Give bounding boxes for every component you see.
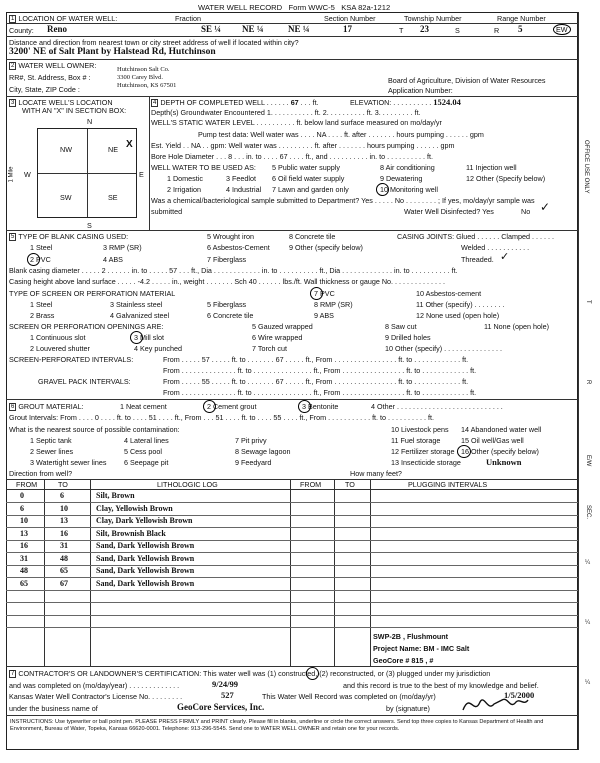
township-suffix: S [455,26,460,35]
office-q2: ¼ [585,620,591,626]
use-domestic[interactable]: 1 Domestic [167,174,203,183]
cell-lithology: Sand, Dark Yellowish Brown [96,553,195,563]
contam-other-circle [457,445,471,458]
log-header-plugging: PLUGGING INTERVALS [408,480,488,489]
table-row[interactable] [6,566,578,578]
compass-n: N [87,117,93,126]
table-row[interactable] [6,541,578,553]
casing-concrete[interactable]: 8 Concrete tile [289,232,336,241]
check-icon: ✓ [540,200,551,214]
gravel-interval-1[interactable]: From . . . . . 55 . . . . . ft. to . . . . . . . 67 . . . . . ft., From . . . . . . . . . . . . . . . . ft. to . . . . . . . . . . . . ft. [163,377,469,386]
cell-to: 31 [60,541,68,550]
screen-label: TYPE OF SCREEN OR PERFORATION MATERIAL [9,289,176,298]
use-feedlot[interactable]: 3 Feedlot [226,174,256,183]
open-keypunched[interactable]: 4 Key punched [134,344,182,353]
record-completed-label: This Water Well Record was completed on (mo/day/yr) [262,692,436,701]
gravel-interval-2[interactable]: From . . . . . . . . . . . . . . ft. to . . . . . . . . . . . . . . . ft., From . . . . . . . . . . . . . . . . ft. to . . . . . . . . . . . . ft. [163,388,477,397]
casing-abs[interactable]: 4 ABS [103,255,123,264]
grout-cement-circle [203,400,216,413]
note-swp: SWP-2B , Flushmount [373,632,449,641]
screen-pvc-circle [310,287,323,300]
cell-lithology: Sand, Dark Yellowish Brown [96,566,195,575]
owner-block[interactable] [117,66,176,90]
note-project: Project Name: BM - IMC Salt [373,644,470,653]
depth-value: 67 [290,98,299,107]
screen-none[interactable]: 12 None used (open hole) [416,311,500,320]
board-label: Board of Agriculture, Division of Water Resources [388,76,546,85]
owner-name: Hutchinson Salt Co. [117,66,170,73]
contam-other[interactable]: 16 Other (specify below) [461,447,539,456]
township-prefix: T [399,26,404,35]
s6-label: 6 GROUT MATERIAL: [11,402,84,411]
use-label: WELL WATER TO BE USED AS: [151,163,256,172]
contam-watertight[interactable]: 3 Watertight sewer lines [30,458,107,467]
owner-address: 3300 Carey Blvd. [117,74,164,81]
office-t: T [585,300,591,304]
s3-label: 3 LOCATE WELL'S LOCATION [11,98,113,107]
contam-seepage[interactable]: 6 Seepage pit [124,458,169,467]
use-dewatering[interactable]: 9 Dewatering [380,174,423,183]
direction-label: Direction from well? [9,469,73,478]
contam-cesspool[interactable]: 5 Cess pool [124,447,162,456]
casing-height-line: Casing height above land surface . . . . . -4.2 . . . . . in., weight . . . . . . . Sch 40 . . . . . . lbs./ft. Wall thickness or gauge No. . . . . . . . . . . . . . [9,277,445,286]
casing-wrought[interactable]: 5 Wrought iron [207,232,255,241]
compass-s: S [87,221,92,230]
table-row[interactable] [6,516,578,528]
use-other[interactable]: 12 Other (Specify below) [466,174,546,183]
grout-cement[interactable]: 2 Cement grout [207,402,257,411]
s2-label: 2 WATER WELL OWNER: [11,61,97,70]
location-x-mark[interactable]: X [126,139,133,150]
business-label: under the business name of [9,704,98,713]
ksa-number: KSA 82a-1212 [341,3,391,12]
contam-septic[interactable]: 1 Septic tank [30,436,72,445]
open-millslot[interactable]: 3 Mill slot [134,333,164,342]
cell-from: 13 [20,528,28,538]
cell-lithology: Silt, Brown [96,491,135,500]
s1-label: 1 LOCATION OF WATER WELL: [11,14,118,23]
cell-lithology: Clay, Dark Yellowish Brown [96,516,193,525]
fraction-3[interactable]: NE ¼ [288,24,310,34]
open-torch[interactable]: 7 Torch cut [252,344,288,353]
owner-city: Hutchinson, KS 67501 [117,82,177,89]
section-value[interactable]: 17 [343,24,352,34]
monitoring-circle [376,183,389,196]
table-row[interactable] [6,504,578,516]
s4-depth: 4 DEPTH OF COMPLETED WELL . . . . . . 67 . . . ft. [153,98,319,107]
completion-date[interactable]: 9/24/99 [212,679,238,689]
use-industrial[interactable]: 4 Industrial [226,185,262,194]
city-label: City, State, ZIP Code : [9,85,80,94]
screen-rmp[interactable]: 8 RMP (SR) [314,300,353,309]
grout-bentonite[interactable]: 3 Bentonite [302,402,339,411]
cell-lithology: Silt, Brownish Black [96,528,166,538]
business-name[interactable]: GeoCore Services, Inc. [177,702,265,712]
distance-value[interactable]: 3200' NE of Salt Plant by Halstead Rd, Hutchinson [9,47,216,57]
contam-livestock[interactable]: 10 Livestock pens [391,425,449,434]
license-label: Kansas Water Well Contractor's License No. . . . . . . . . [9,692,183,701]
use-lawn[interactable]: 7 Lawn and garden only [272,185,349,194]
township-value[interactable]: 23 [420,24,429,34]
groundwater-line: Depth(s) Groundwater Encountered 1. . . . . . . . . . . ft. 2. . . . . . . . . . ft. 3. . . . . . . . . ft. [151,108,421,117]
screen-abs[interactable]: 9 ABS [314,311,334,320]
open-gauzed[interactable]: 5 Gauzed wrapped [252,322,313,331]
bore-hole-line: Bore Hole Diameter . . . 8 . . . in. to . . . . 67 . . . . ft., and . . . . . . . . . . in. to . . . . . . . . . . ft. [151,152,434,161]
openings-label: SCREEN OR PERFORATION OPENINGS ARE: [9,322,164,331]
s7-line2-end: and this record is true to the best of my knowledge and belief. [343,681,539,690]
county-value[interactable]: Reno [47,24,67,34]
open-louvered[interactable]: 2 Louvered shutter [30,344,90,353]
contam-fertilizer[interactable]: 12 Fertilizer storage [391,447,455,456]
screen-galvanized[interactable]: 4 Galvanized steel [110,311,170,320]
pvc-circle [27,253,40,266]
fraction-2[interactable]: NE ¼ [242,24,264,34]
bentonite-circle [298,400,311,413]
office-ew: E/W [585,455,591,467]
contam-insecticide[interactable]: 13 Insecticide storage [391,458,461,467]
casing-steel[interactable]: 1 Steel [30,243,53,252]
range-direction-circled[interactable]: EW [553,24,571,35]
chem-sample-line: Was a chemical/bacteriological sample submitted to Department? Yes . . . . . No . . . . . . . . ; If yes, mo/day/yr sample was [151,196,535,205]
use-oilfield[interactable]: 6 Oil field water supply [272,174,345,183]
disinfected-label: Water Well Disinfected? Yes [404,207,494,216]
cell-to: 65 [60,566,68,575]
log-header-to2: TO [345,480,355,489]
use-monitoring[interactable]: 10 Monitoring well [380,185,438,194]
casing-other[interactable]: 9 Other (specify below) [289,243,363,252]
section-box[interactable] [37,128,137,218]
compass-e: E [139,170,144,179]
grout-intervals[interactable]: Grout Intervals: From . . . . 0 . . . . ft. to . . . . 51 . . . . ft., From . . . 51 . . . . ft. to . . . . 55 . . . . ft., From . . . . . . . . . . . ft. to . . . . . . . . . . ft. [9,413,434,422]
casing-joints: CASING JOINTS: Glued . . . . . . Clamped . . . . . . [397,232,554,241]
table-row[interactable] [6,616,578,628]
open-sawcut[interactable]: 8 Saw cut [385,322,417,331]
cell-lithology: Sand, Dark Yellowish Brown [96,541,195,550]
log-header-from2: FROM [300,480,322,489]
casing-diameter-line: Blank casing diameter . . . . . 2 . . . . . . in. to . . . . . 57 . . . ft., Dia . . . . . . . . . . . . in. to . . . . . . . . . . ft., Dia . . . . . . . . . . . . . in. to . . . . . . . . . . ft. [9,266,458,275]
casing-asbestos[interactable]: 6 Asbestos-Cement [207,243,270,252]
application-number-label: Application Number: [388,86,453,95]
screen-pvc[interactable]: 7 PVC [314,289,335,298]
cell-from: 48 [20,566,28,575]
s4-elevation: ELEVATION: . . . . . . . . . . 1524.04 [350,97,461,107]
cell-from: 16 [20,541,28,550]
s3-label-2: WITH AN "X" IN SECTION BOX: [22,106,127,115]
office-use-label: OFFICE USE ONLY [583,140,589,194]
disinfected-no[interactable]: No [521,207,531,216]
screen-stainless[interactable]: 3 Stainless steel [110,300,163,309]
open-none[interactable]: 11 None (open hole) [484,322,549,331]
s7-line2-label: and was completed on (mo/day/year) . . . . . . . . . . . . . [9,681,180,690]
instructions-text: INSTRUCTIONS: Use typewriter or ball point pen. PLEASE PRESS FIRMLY and PRINT clearly. Please fill in blanks, underline or circle the correct answers. Send top three copies to Kansas Department of Health and Environment, Bureau of Water, Topeka, Kansas 66620-0001. Telephone: 913-296-5545. Send one to WATER WELL OWNER and retain one for your records. [10,719,544,732]
open-other[interactable]: 10 Other (specify) . . . . . . . . . . . . . . . [385,344,503,353]
cell-from: 6 [20,503,24,513]
office-r: R [585,380,591,385]
office-sec: SEC. [585,505,591,520]
table-row[interactable] [6,554,578,566]
elevation-value: 1524.04 [433,97,461,107]
cell-from: 10 [20,516,28,525]
contam-unknown[interactable]: Unknown [486,457,522,467]
quadrant-nw: NW [60,145,72,154]
quadrant-ne: NE [108,145,118,154]
table-row[interactable] [6,591,578,603]
signature-label: by (signature) [386,704,430,713]
gravel-intervals-label: GRAVEL PACK INTERVALS: [38,377,131,386]
contam-privy[interactable]: 7 Pit privy [235,436,267,445]
screen-asbestos[interactable]: 10 Asbestos-cement [416,289,482,298]
howmany-label: How many feet? [350,469,402,478]
s5-label: 5 TYPE OF BLANK CASING USED: [11,232,129,241]
log-header-from: FROM [16,480,38,489]
cell-to: 6 [60,491,64,500]
table-row[interactable] [6,491,578,503]
screen-concrete[interactable]: 6 Concrete tile [207,311,254,320]
static-level-line: WELL'S STATIC WATER LEVEL . . . . . . . . . . ft. below land surface measured on mo/day/yr [151,118,442,127]
screen-brass[interactable]: 2 Brass [30,311,55,320]
contam-oilwell[interactable]: 15 Oil well/Gas well [461,436,524,445]
pump-test-line: Pump test data: Well water was . . . . NA . . . . ft. after . . . . . . . hours pumping . . . . . . gpm [198,130,484,139]
cell-to: 16 [60,528,68,538]
township-label: Township Number [404,14,462,23]
record-date[interactable]: 1/5/2000 [504,690,535,700]
fraction-label: Fraction [175,14,201,23]
screen-fiberglass[interactable]: 5 Fiberglass [207,300,247,309]
quadrant-sw: SW [60,193,72,202]
compass-w: W [24,170,31,179]
cell-from: 31 [20,553,28,563]
contam-sewer[interactable]: 2 Sewer lines [30,447,74,456]
s7-line1: 7 CONTRACTOR'S OR LANDOWNER'S CERTIFICATION: This water well was (1) constructed, (2) reconstructed, or (3) plugged under my jurisdiction [11,669,491,678]
table-row[interactable] [6,579,578,591]
contam-abandoned[interactable]: 14 Abandoned water well [461,425,542,434]
contam-lagoon[interactable]: 8 Sewage lagoon [235,447,291,456]
contam-fuel[interactable]: 11 Fuel storage [391,436,441,445]
casing-fiberglass[interactable]: 7 Fiberglass [207,255,247,264]
section-label: Section Number [324,14,376,23]
open-wire[interactable]: 6 Wire wrapped [252,333,303,342]
contamination-label: What is the nearest source of possible contamination: [9,425,180,434]
submitted-label: submitted [151,207,183,216]
cell-from: 0 [20,491,24,500]
cell-from: 65 [20,578,28,588]
threaded-check-icon: ✓ [500,251,510,263]
range-value[interactable]: 5 [518,24,523,34]
cell-to: 48 [60,553,68,563]
quadrant-se: SE [108,193,118,202]
range-prefix: R [494,26,500,35]
threaded-label: Threaded. [461,255,494,264]
millslot-circle [130,331,143,344]
use-irrigation[interactable]: 2 Irrigation [167,185,201,194]
cell-lithology: Sand, Dark Yellowish Brown [96,578,195,588]
welded-label: Welded . . . . . . . . . . . [461,243,530,252]
screen-interval-2[interactable]: From . . . . . . . . . . . . . . ft. to . . . . . . . . . . . . . . . ft., From . . . . . . . . . . . . . . . . ft. to . . . . . . . . . . . . ft. [163,366,477,375]
table-row[interactable] [6,604,578,616]
office-q3: ¼ [585,680,591,686]
use-air[interactable]: 8 Air conditioning [380,163,435,172]
contam-lateral[interactable]: 4 Lateral lines [124,436,169,445]
constructed-circle [306,667,319,680]
cell-to: 13 [60,516,68,525]
casing-rmp[interactable]: 3 RMP (SR) [103,243,142,252]
form-title [198,3,390,12]
cell-to: 10 [60,503,68,513]
open-drilled[interactable]: 9 Drilled holes [385,333,431,342]
range-label: Range Number [497,14,546,23]
table-row[interactable] [6,529,578,541]
note-geocore: GeoCore # 815 , # [373,656,434,665]
cell-lithology: Clay, Yellowish Brown [96,503,173,513]
screen-intervals-label: SCREEN-PERFORATED INTERVALS: [9,355,134,364]
yield-line: Est. Yield . . NA . . gpm: Well water was . . . . . . . . . ft. after . . . . . . . hours pumping . . . . . . gpm [151,141,455,150]
grout-other[interactable]: 4 Other . . . . . . . . . . . . . . . . . . . . . . . . . . . [371,402,503,411]
distance-label: Distance and direction from nearest town or city street address of well if located within city? [9,38,299,47]
casing-pvc[interactable]: 2 PVC [30,255,51,264]
office-q1: ¼ [585,560,591,566]
screen-interval-1[interactable]: From . . . . . 57 . . . . . ft. to . . . . . . . 67 . . . . . ft., From . . . . . . . . . . . . . . . . ft. to . . . . . . . . . . . . ft. [163,355,469,364]
mile-label: 1 Mile [8,166,15,183]
log-header-to: TO [58,480,68,489]
use-injection[interactable]: 11 Injection well [466,163,517,172]
county-label: County: [9,26,34,35]
open-continuous[interactable]: 1 Continuous slot [30,333,86,342]
cell-to: 67 [60,578,68,588]
title-text: WATER WELL RECORD [198,3,283,12]
address-label: RR#, St. Address, Box # : [9,73,91,82]
screen-steel[interactable]: 1 Steel [30,300,53,309]
use-public[interactable]: 5 Public water supply [272,163,340,172]
license-number[interactable]: 527 [221,690,234,700]
log-header-lithologic: LITHOLOGIC LOG [157,480,218,489]
form-number: Form WWC-5 [288,3,335,12]
screen-other[interactable]: 11 Other (specify) . . . . . . . . [416,300,505,309]
fraction-1[interactable]: SE ¼ [201,24,222,34]
contam-feedyard[interactable]: 9 Feedyard [235,458,272,467]
signature-image [458,690,535,718]
grout-neat[interactable]: 1 Neat cement [120,402,167,411]
